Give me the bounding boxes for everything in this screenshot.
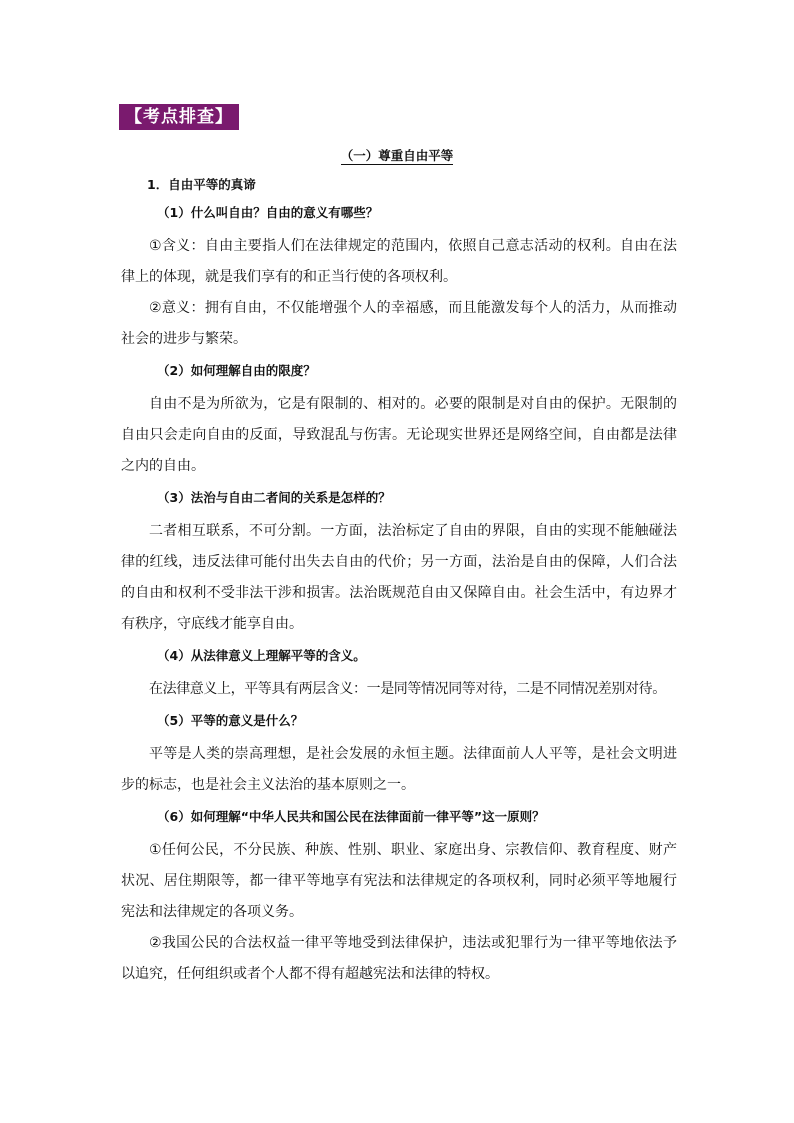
paragraph-2: ②意义：拥有自由，不仅能增强个人的幸福感，而且能激发每个人的活力，从而推动社会的进步与繁荣。: [121, 300, 677, 347]
section-title: [0, 147, 794, 165]
question-4: （4）从法律意义上理解平等的含义。: [157, 648, 366, 663]
question-3: （3）法治与自由二者间的关系是怎样的？: [157, 490, 391, 505]
paragraph-6: 平等是人类的崇高理想，是社会发展的永恒主题。法律面前人人平等，是社会文明进步的标志，也是社会主义法治的基本原则之一。: [121, 746, 677, 793]
question-6: （6）如何理解“中华人民共和国公民在法律面前一律平等”这一原则？: [157, 809, 545, 824]
paragraph-7: ①任何公民，不分民族、种族、性别、职业、家庭出身、宗教信仰、教育程度、财产状况、居住期限等，都一律平等地享有宪法和法律规定的各项权利，同时必须平等地履行宪法和法律规定的各项义务。: [121, 842, 677, 920]
section-title-text: （一）尊重自由平等: [340, 148, 454, 163]
paragraph-8: ②我国公民的合法权益一律平等地受到法律保护，违法或犯罪行为一律平等地依法予以追究，任何组织或者个人都不得有超越宪法和法律的特权。: [121, 935, 677, 982]
question-2: （2）如何理解自由的限度？: [157, 363, 316, 378]
question-1: （1）什么叫自由？自由的意义有哪些？: [157, 205, 379, 220]
document-body: [121, 175, 677, 990]
heading-1: 1．自由平等的真谛: [147, 177, 256, 192]
section-badge: 【考点排查】: [119, 104, 239, 130]
paragraph-3: 自由不是为所欲为，它是有限制的、相对的。必要的限制是对自由的保护。无限制的自由只会走向自由的反面，导致混乱与伤害。无论现实世界还是网络空间，自由都是法律之内的自由。: [121, 396, 677, 474]
paragraph-1: ①含义：自由主要指人们在法律规定的范围内，依照自己意志活动的权利。自由在法律上的体现，就是我们享有的和正当行使的各项权利。: [121, 238, 677, 285]
paragraph-5: 在法律意义上，平等具有两层含义：一是同等情况同等对待，二是不同情况差别对待。: [149, 681, 666, 697]
question-5: （5）平等的意义是什么？: [157, 713, 304, 728]
paragraph-4: 二者相互联系，不可分割。一方面，法治标定了自由的界限，自由的实现不能触碰法律的红线，违反法律可能付出失去自由的代价；另一方面，法治是自由的保障，人们合法的自由和权利不受非法干涉和损害。法治既规范自由又保障自由。社会生活中，有边界才有秩序，守底线才能享自由。: [121, 523, 677, 632]
